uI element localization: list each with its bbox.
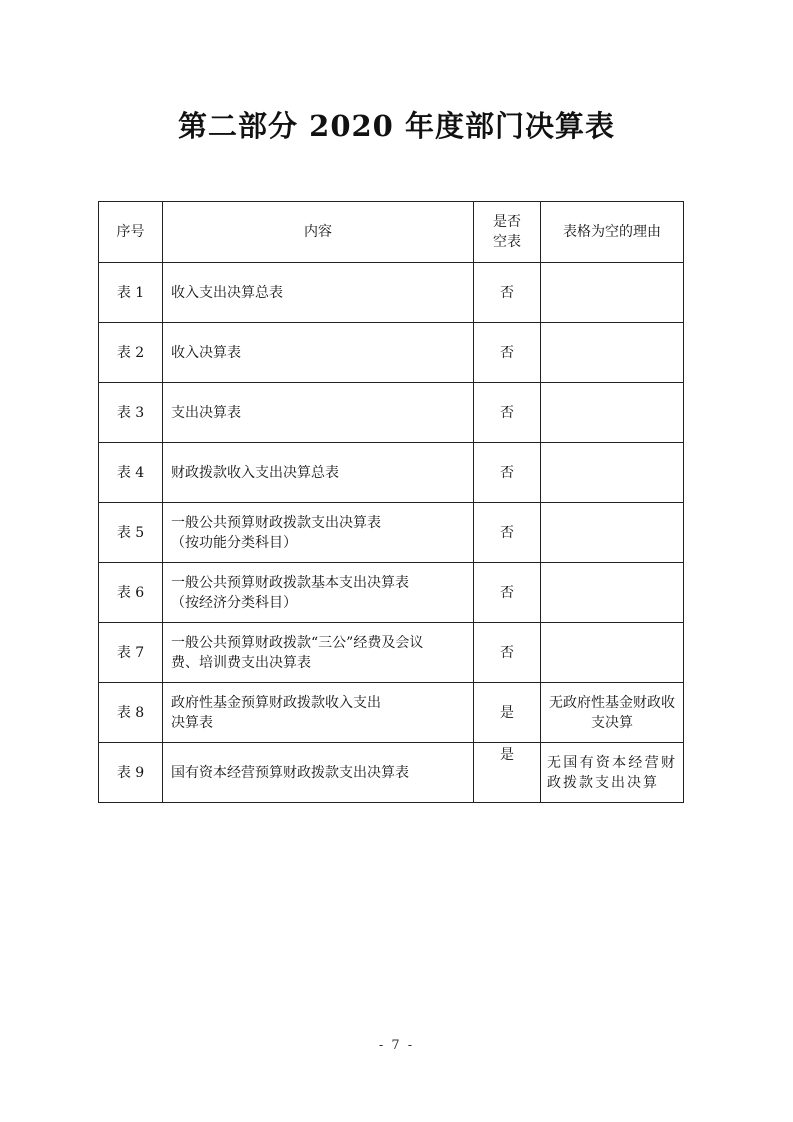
row-seq: 表 9 — [99, 743, 163, 803]
row-reason — [541, 563, 684, 623]
row-reason — [541, 443, 684, 503]
row-seq: 表 7 — [99, 623, 163, 683]
row-content — [163, 383, 474, 443]
row-content — [163, 263, 474, 323]
row-reason — [541, 323, 684, 383]
table-row — [99, 743, 684, 803]
row-is-empty: 否 — [474, 323, 541, 383]
table-row — [99, 383, 684, 443]
row-reason: 无政府性基金财政收支决算 — [541, 683, 684, 743]
page-number: - 7 - — [378, 1038, 415, 1053]
row-seq: 表 3 — [99, 383, 163, 443]
row-content-line: 支出决算表 — [171, 404, 241, 421]
row-content-line: 一般公共预算财政拨款基本支出决算表 — [171, 574, 409, 591]
row-is-empty: 否 — [474, 383, 541, 443]
row-is-empty: 否 — [474, 503, 541, 563]
row-content — [163, 743, 474, 803]
row-is-empty: 否 — [474, 623, 541, 683]
final-accounts-table — [98, 201, 684, 803]
row-reason — [541, 623, 684, 683]
table-row — [99, 503, 684, 563]
row-reason — [541, 383, 684, 443]
header-reason: 表格为空的理由 — [541, 202, 684, 263]
row-seq: 表 8 — [99, 683, 163, 743]
row-is-empty: 否 — [474, 443, 541, 503]
row-content-line: 决算表 — [171, 714, 213, 731]
table-row — [99, 623, 684, 683]
row-is-empty: 否 — [474, 563, 541, 623]
header-is-empty-line2: 空表 — [493, 234, 521, 250]
row-seq: 表 1 — [99, 263, 163, 323]
row-content — [163, 623, 474, 683]
header-is-empty-line1: 是否 — [493, 214, 521, 230]
header-content: 内容 — [163, 202, 474, 263]
row-is-empty: 是 — [474, 683, 541, 743]
row-seq: 表 6 — [99, 563, 163, 623]
table-row — [99, 263, 684, 323]
row-content-line: 财政拨款收入支出决算总表 — [171, 464, 339, 481]
row-content-line: 收入支出决算总表 — [171, 284, 283, 301]
table-row — [99, 323, 684, 383]
row-seq: 表 4 — [99, 443, 163, 503]
table-row — [99, 563, 684, 623]
row-is-empty: 否 — [474, 263, 541, 323]
table-row — [99, 683, 684, 743]
row-seq: 表 5 — [99, 503, 163, 563]
row-content-line: 国有资本经营预算财政拨款支出决算表 — [171, 764, 409, 781]
row-content-line: （按经济分类科目） — [171, 594, 297, 611]
row-content-line: （按功能分类科目） — [171, 534, 297, 551]
row-content — [163, 683, 474, 743]
row-content-line: 收入决算表 — [171, 344, 241, 361]
row-content-line: 一般公共预算财政拨款支出决算表 — [171, 514, 381, 531]
row-seq: 表 2 — [99, 323, 163, 383]
row-content-line: 费、培训费支出决算表 — [171, 654, 311, 671]
row-content — [163, 443, 474, 503]
row-content — [163, 323, 474, 383]
table-row — [99, 443, 684, 503]
row-reason: 无国有资本经营财政拨款支出决算 — [541, 743, 684, 803]
page-title: 第二部分 2020 年度部门决算表 — [178, 109, 615, 143]
row-content-line: 政府性基金预算财政拨款收入支出 — [171, 694, 381, 711]
table-header-row — [99, 202, 684, 263]
row-content — [163, 503, 474, 563]
row-content-line: 一般公共预算财政拨款“三公”经费及会议 — [171, 634, 424, 651]
row-is-empty: 是 — [474, 743, 541, 803]
final-accounts-table-container — [98, 201, 683, 803]
header-is-empty — [474, 202, 541, 263]
row-reason — [541, 503, 684, 563]
row-content — [163, 563, 474, 623]
row-reason — [541, 263, 684, 323]
header-seq: 序号 — [99, 202, 163, 263]
